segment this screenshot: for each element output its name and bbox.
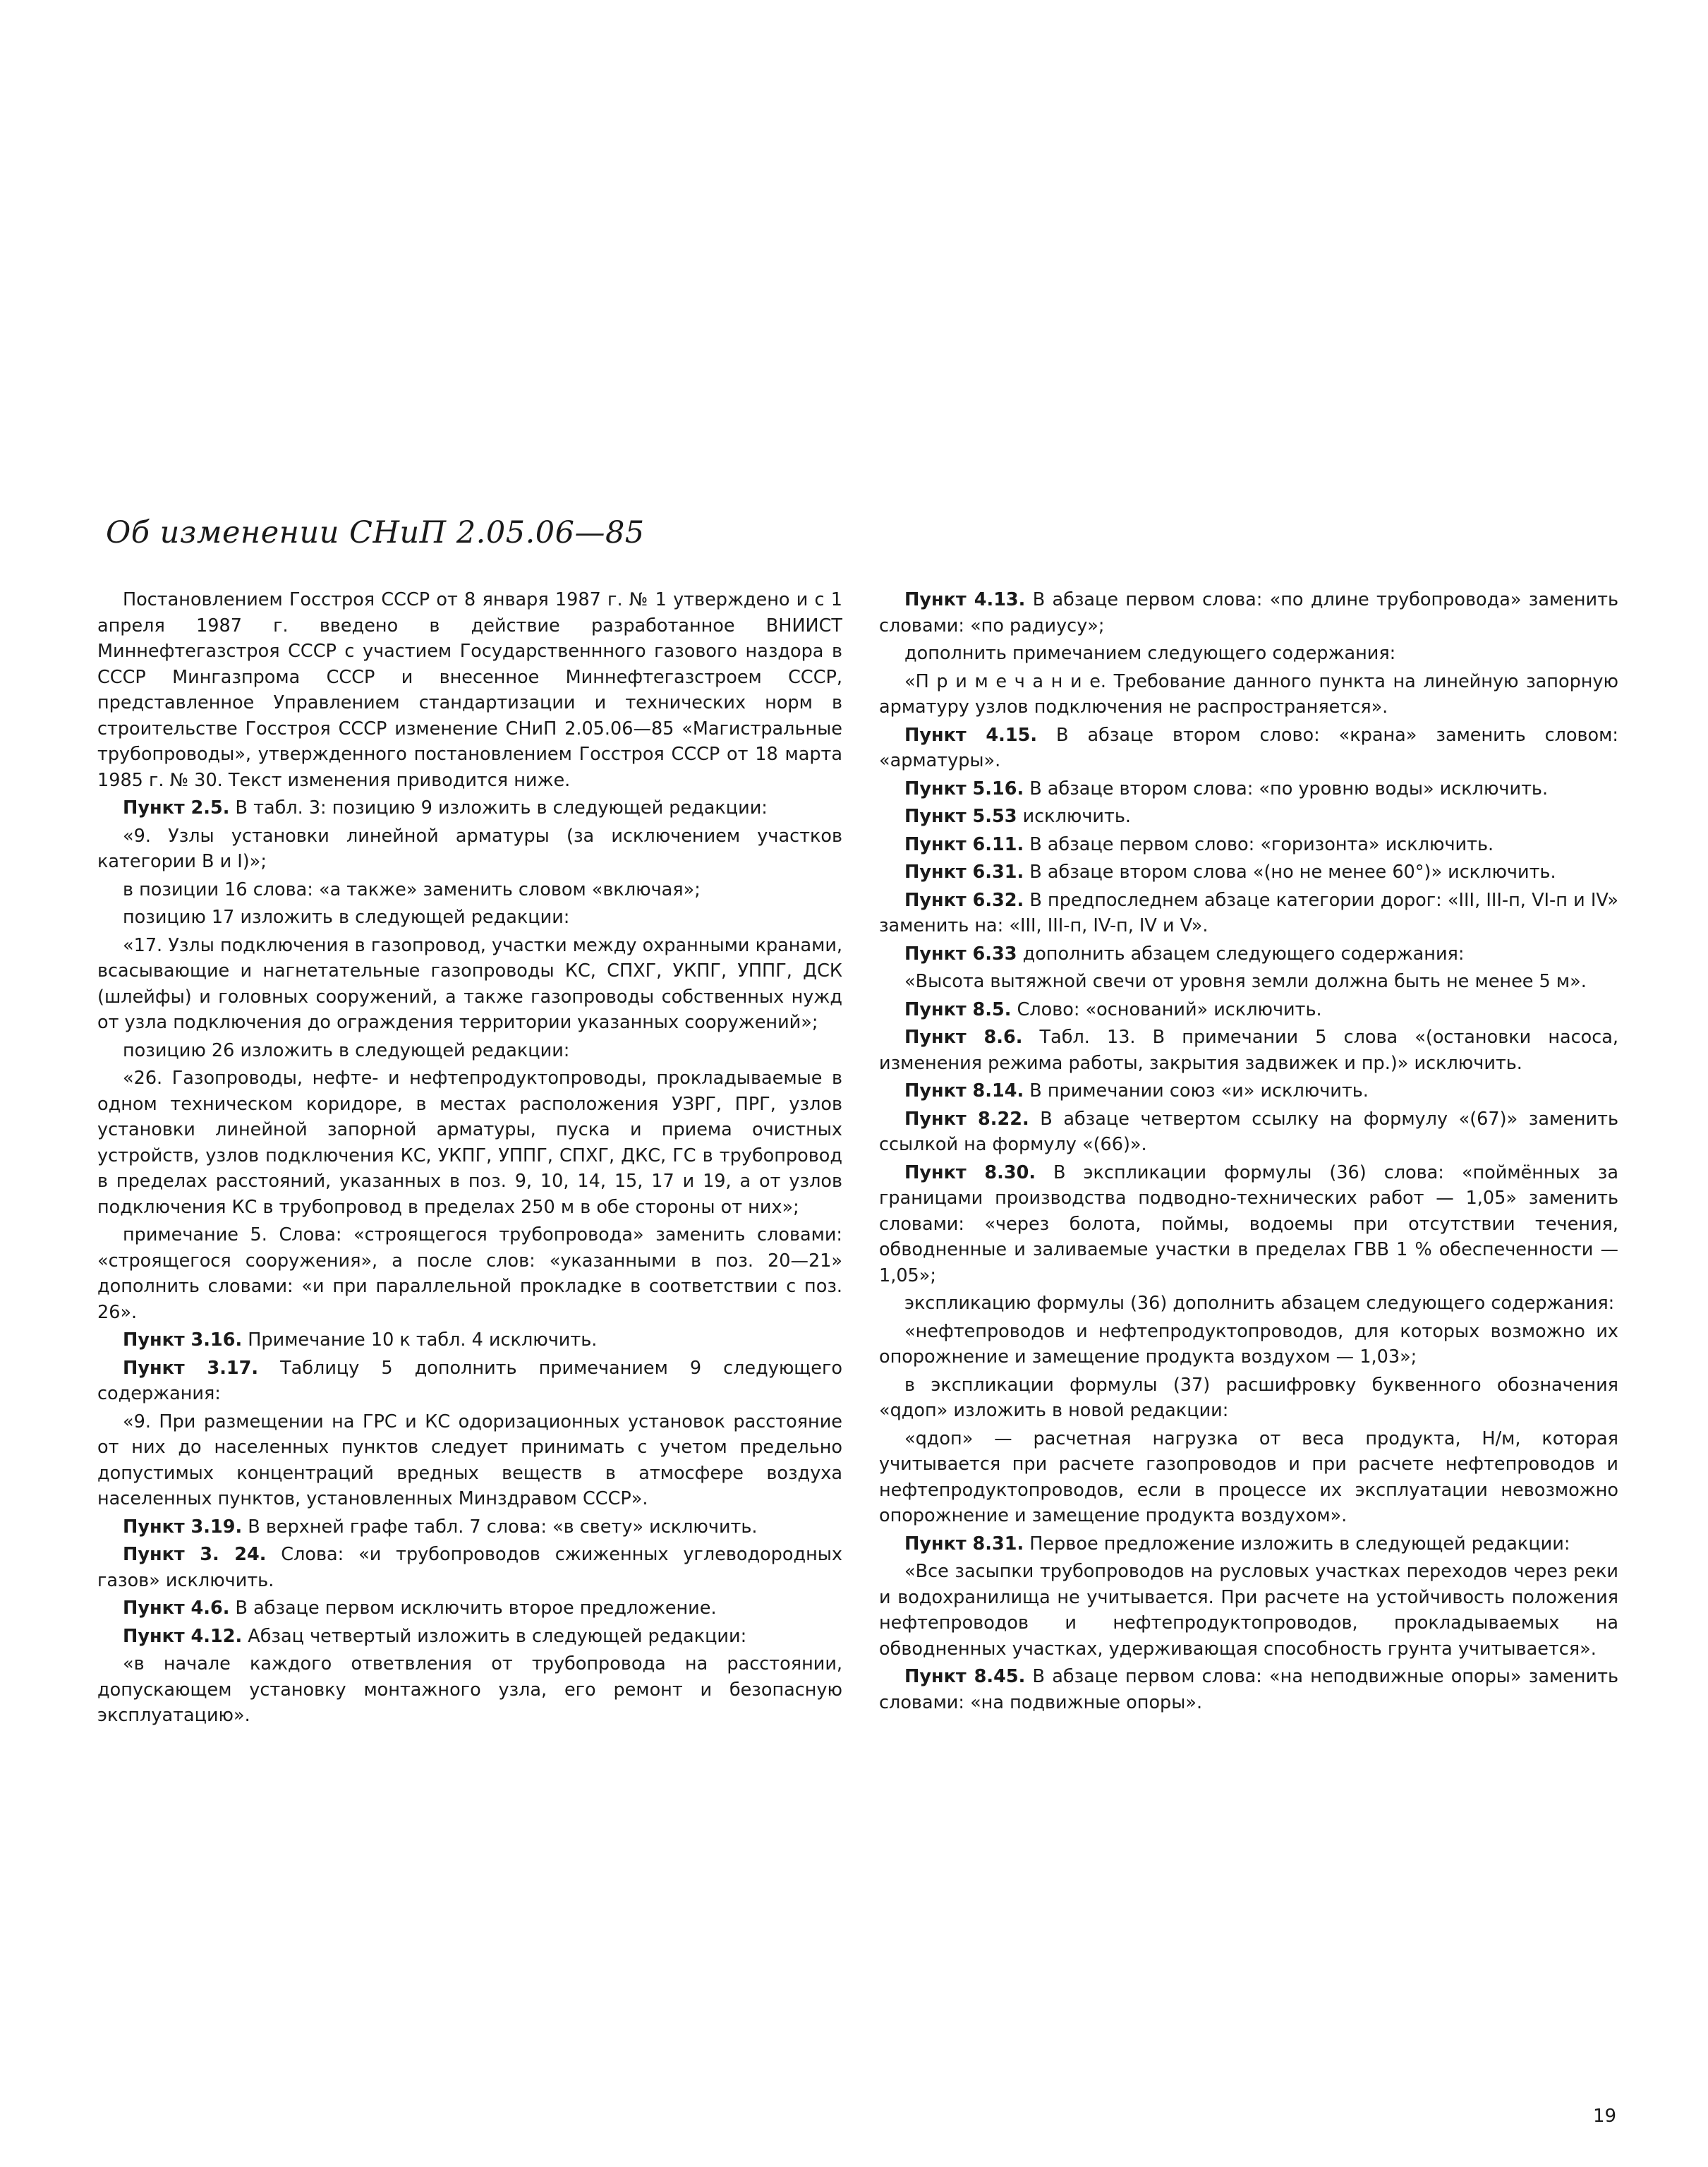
- paragraph-text: Абзац четвертый изложить в следующей редакции:: [242, 1625, 747, 1647]
- paragraph-text: В верхней графе табл. 7 слова: «в свету» исключить.: [242, 1516, 758, 1538]
- paragraph: [879, 669, 1618, 720]
- paragraph: [879, 888, 1618, 939]
- paragraph: [879, 776, 1618, 802]
- paragraph: [879, 832, 1618, 858]
- paragraph: [879, 1531, 1618, 1557]
- clause-number: Пункт 6.31.: [904, 862, 1024, 883]
- clause-number: Пункт 4.12.: [123, 1625, 243, 1647]
- paragraph-text: позицию 26 изложить в следующей редакции:: [123, 1039, 570, 1061]
- clause-number: Пункт 6.11.: [904, 833, 1024, 855]
- paragraph: [879, 1372, 1618, 1424]
- paragraph-text: В абзаце первом исключить второе предложение.: [229, 1598, 717, 1619]
- paragraph: [97, 1514, 842, 1540]
- paragraph-text: позицию 17 изложить в следующей редакции:: [123, 907, 570, 928]
- clause-number: Пункт 5.53: [904, 806, 1017, 827]
- paragraph-text: В примечании союз «и» исключить.: [1024, 1080, 1369, 1101]
- paragraph-text: В экспликации формулы (36) слова: «поймённых за границами производства подводно-технических работ — 1,05» заменить словами: «через болота, поймы, водоемы при отсутствии течения, обводненные и заливаемые участки в пределах ГВВ 1 % обеспеченности — 1,05»;: [879, 1161, 1618, 1286]
- clause-number: Пункт 2.5.: [123, 797, 230, 819]
- clause-number: Пункт 5.16.: [904, 778, 1024, 799]
- clause-number: Пункт 6.33: [904, 943, 1017, 965]
- paragraph-text: Табл. 13. В примечании 5 слова «(остановки насоса, изменения режима работы, закрытия задвижек и пр.)» исключить.: [879, 1027, 1618, 1074]
- left-column: [97, 587, 842, 1731]
- clause-number: Пункт 3. 24.: [123, 1544, 267, 1565]
- paragraph: [879, 1025, 1618, 1076]
- paragraph-text: В абзаце втором слова: «по уровню воды» исключить.: [1024, 778, 1549, 799]
- paragraph: [97, 795, 842, 821]
- paragraph-text: дополнить абзацем следующего содержания:: [1017, 943, 1465, 965]
- paragraph: [97, 587, 842, 793]
- clause-number: Пункт 8.30.: [904, 1161, 1036, 1183]
- clause-number: Пункт 3.17.: [123, 1357, 259, 1379]
- paragraph-text: «в начале каждого ответвления от трубопровода на расстоянии, допускающем установку монтажного узла, его ремонт и безопасную эксплуатацию».: [97, 1653, 842, 1726]
- paragraph: [97, 1356, 842, 1407]
- paragraph-text: «qдоп» — расчетная нагрузка от веса продукта, Н/м, которая учитывается при расчете газопроводов и при расчете нефтепроводов и нефтепродуктопроводов, если в процессе их эксплуатации невозможно опорожнение и замещение продукта воздухом».: [879, 1427, 1618, 1526]
- clause-number: Пункт 8.6.: [904, 1027, 1023, 1048]
- paragraph: [879, 941, 1618, 967]
- paragraph-text: Постановлением Госстроя СССР от 8 января 1987 г. № 1 утверждено и с 1 апреля 1987 г. введено в действие разработанное ВНИИСТ Миннефтегазстроя СССР с участием Государственнного газового наздора в СССР Мингазпрома СССР и внесенное Миннефтегазстроем СССР, представленное Управлением стандартизации и технических норм в строительстве Госстроя СССР изменение СНиП 2.05.06—85 «Магистральные трубопроводы», утвержденного постановлением Госстроя СССР от 18 марта 1985 г. № 30. Текст изменения приводится ниже.: [97, 589, 842, 791]
- paragraph: [97, 933, 842, 1036]
- paragraph-text: «Высота вытяжной свечи от уровня земли должна быть не менее 5 м».: [904, 971, 1587, 992]
- paragraph-text: Слово: «оснований» исключить.: [1011, 998, 1322, 1020]
- paragraph: [97, 1542, 842, 1593]
- paragraph: [879, 1078, 1618, 1104]
- paragraph-text: В табл. 3: позицию 9 изложить в следующей редакции:: [229, 797, 768, 819]
- paragraph-text: В предпоследнем абзаце категории дорог: «III, III-п, VI-п и IV» заменить на: «III, III-п, IV-п, IV и V».: [879, 889, 1618, 936]
- paragraph: [879, 641, 1618, 667]
- clause-number: Пункт 8.22.: [904, 1108, 1029, 1130]
- paragraph: [97, 1222, 842, 1325]
- paragraph: [97, 823, 842, 875]
- paragraph: [97, 1327, 842, 1353]
- clause-number: Пункт 3.16.: [123, 1329, 243, 1351]
- paragraph-text: В абзаце первом слова: «по длине трубопровода» заменить словами: «по радиусу»;: [879, 589, 1618, 636]
- paragraph-text: «17. Узлы подключения в газопровод, участки между охранными кранами, всасывающие и нагнетательные газопроводы КС, СПХГ, УКПГ, УППГ, ДСК (шлейфы) и головных сооружений, а также газопроводы собственных нужд от узла подключения до ограждения территории указанных сооружений»;: [97, 934, 842, 1033]
- paragraph-text: в позиции 16 слова: «а также» заменить словом «включая»;: [123, 879, 701, 900]
- paragraph-text: Слова: «и трубопроводов сжиженных углеводородных газов» исключить.: [97, 1544, 842, 1591]
- paragraph: [97, 1595, 842, 1622]
- paragraph-text: Первое предложение изложить в следующей редакции:: [1024, 1533, 1570, 1555]
- clause-number: Пункт 8.14.: [904, 1080, 1024, 1101]
- paragraph: [879, 1106, 1618, 1158]
- paragraph: [879, 587, 1618, 639]
- paragraph-text: Таблицу 5 дополнить примечанием 9 следующего содержания:: [97, 1357, 842, 1404]
- paragraph: [97, 1066, 842, 1220]
- paragraph: [97, 1651, 842, 1729]
- paragraph-text: «9. При размещении на ГРС и КС одоризационных установок расстояние от них до населенных пунктов следует принимать с учетом предельно допустимых концентраций вредных веществ в атмосфере воздуха населенных пунктов, установленных Минздравом СССР».: [97, 1411, 842, 1509]
- paragraph: [97, 877, 842, 903]
- paragraph-text: В абзаце первом слова: «на неподвижные опоры» заменить словами: «на подвижные опоры».: [879, 1666, 1618, 1713]
- clause-number: Пункт 8.31.: [904, 1533, 1024, 1555]
- paragraph: [97, 1624, 842, 1650]
- paragraph-text: «П р и м е ч а н и е. Требование данного пункта на линейную запорную арматуру узлов подключения не распространяется».: [879, 670, 1618, 718]
- paragraph-text: исключить.: [1017, 806, 1131, 827]
- paragraph-text: в экспликации формулы (37) расшифровку буквенного обозначения «qдоп» изложить в новой редакции:: [879, 1374, 1618, 1421]
- paragraph: [97, 905, 842, 931]
- paragraph: [879, 723, 1618, 774]
- clause-number: Пункт 4.6.: [123, 1598, 230, 1619]
- paragraph: [879, 1319, 1618, 1370]
- paragraph-text: В абзаце четвертом ссылку на формулу «(67)» заменить ссылкой на формулу «(66)».: [879, 1108, 1618, 1155]
- clause-number: Пункт 8.45.: [904, 1666, 1026, 1687]
- page-title: Об изменении СНиП 2.05.06—85: [106, 515, 645, 550]
- paragraph-text: Примечание 10 к табл. 4 исключить.: [242, 1329, 598, 1351]
- paragraph: [879, 969, 1618, 995]
- paragraph-text: В абзаце втором слова «(но не менее 60°)» исключить.: [1024, 862, 1556, 883]
- paragraph-text: «нефтепроводов и нефтепродуктопроводов, для которых возможно их опорожнение и замещение продукта воздухом — 1,03»;: [879, 1320, 1618, 1368]
- right-column: [879, 587, 1618, 1718]
- paragraph-text: «9. Узлы установки линейной арматуры (за исключением участков категории В и I)»;: [97, 825, 842, 872]
- clause-number: Пункт 4.15.: [904, 724, 1038, 746]
- paragraph-text: «Все засыпки трубопроводов на русловых участках переходов через реки и водохранилища не учитывается. При расчете на устойчивость положения нефтепроводов и нефтепродуктопроводов, прокладываемых на обводненных участках, удерживающая способность грунта учитывается».: [879, 1561, 1618, 1660]
- clause-number: Пункт 4.13.: [904, 589, 1026, 610]
- paragraph: [879, 1291, 1618, 1317]
- paragraph-text: примечание 5. Слова: «строящегося трубопровода» заменить словами: «строящегося сооружения», а после слов: «указанными в поз. 20—21» дополнить словами: «и при параллельной прокладке в соответствии с поз. 26».: [97, 1224, 842, 1323]
- paragraph: [879, 1426, 1618, 1529]
- paragraph-text: экспликацию формулы (36) дополнить абзацем следующего содержания:: [904, 1293, 1615, 1314]
- paragraph: [97, 1409, 842, 1512]
- paragraph-text: В абзаце первом слово: «горизонта» исключить.: [1024, 833, 1494, 855]
- paragraph: [97, 1038, 842, 1064]
- paragraph-text: дополнить примечанием следующего содержания:: [904, 643, 1396, 664]
- page-number: 19: [1593, 2106, 1617, 2127]
- paragraph: [879, 1160, 1618, 1289]
- paragraph: [879, 859, 1618, 886]
- clause-number: Пункт 8.5.: [904, 998, 1012, 1020]
- paragraph: [879, 997, 1618, 1023]
- paragraph: [879, 1559, 1618, 1662]
- paragraph-text: «26. Газопроводы, нефте- и нефтепродуктопроводы, прокладываемые в одном техническом коридоре, в местах расположения УЗРГ, ПРГ, узлов установки линейной запорной арматуры, пуска и приема очистных устройств, узлов подключения КС, УКПГ, УППГ, СПХГ, ДКС, ГС в трубопровод в пределах расстояний, указанных в поз. 9, 10, 14, 15, 17 и 19, а от узлов подключения КС в трубопровод в пределах 250 м в обе стороны от них»;: [97, 1068, 842, 1218]
- clause-number: Пункт 6.32.: [904, 889, 1024, 911]
- clause-number: Пункт 3.19.: [123, 1516, 243, 1538]
- paragraph: [879, 1664, 1618, 1715]
- paragraph-text: В абзаце втором слово: «крана» заменить словом: «арматуры».: [879, 724, 1618, 771]
- paragraph: [879, 804, 1618, 830]
